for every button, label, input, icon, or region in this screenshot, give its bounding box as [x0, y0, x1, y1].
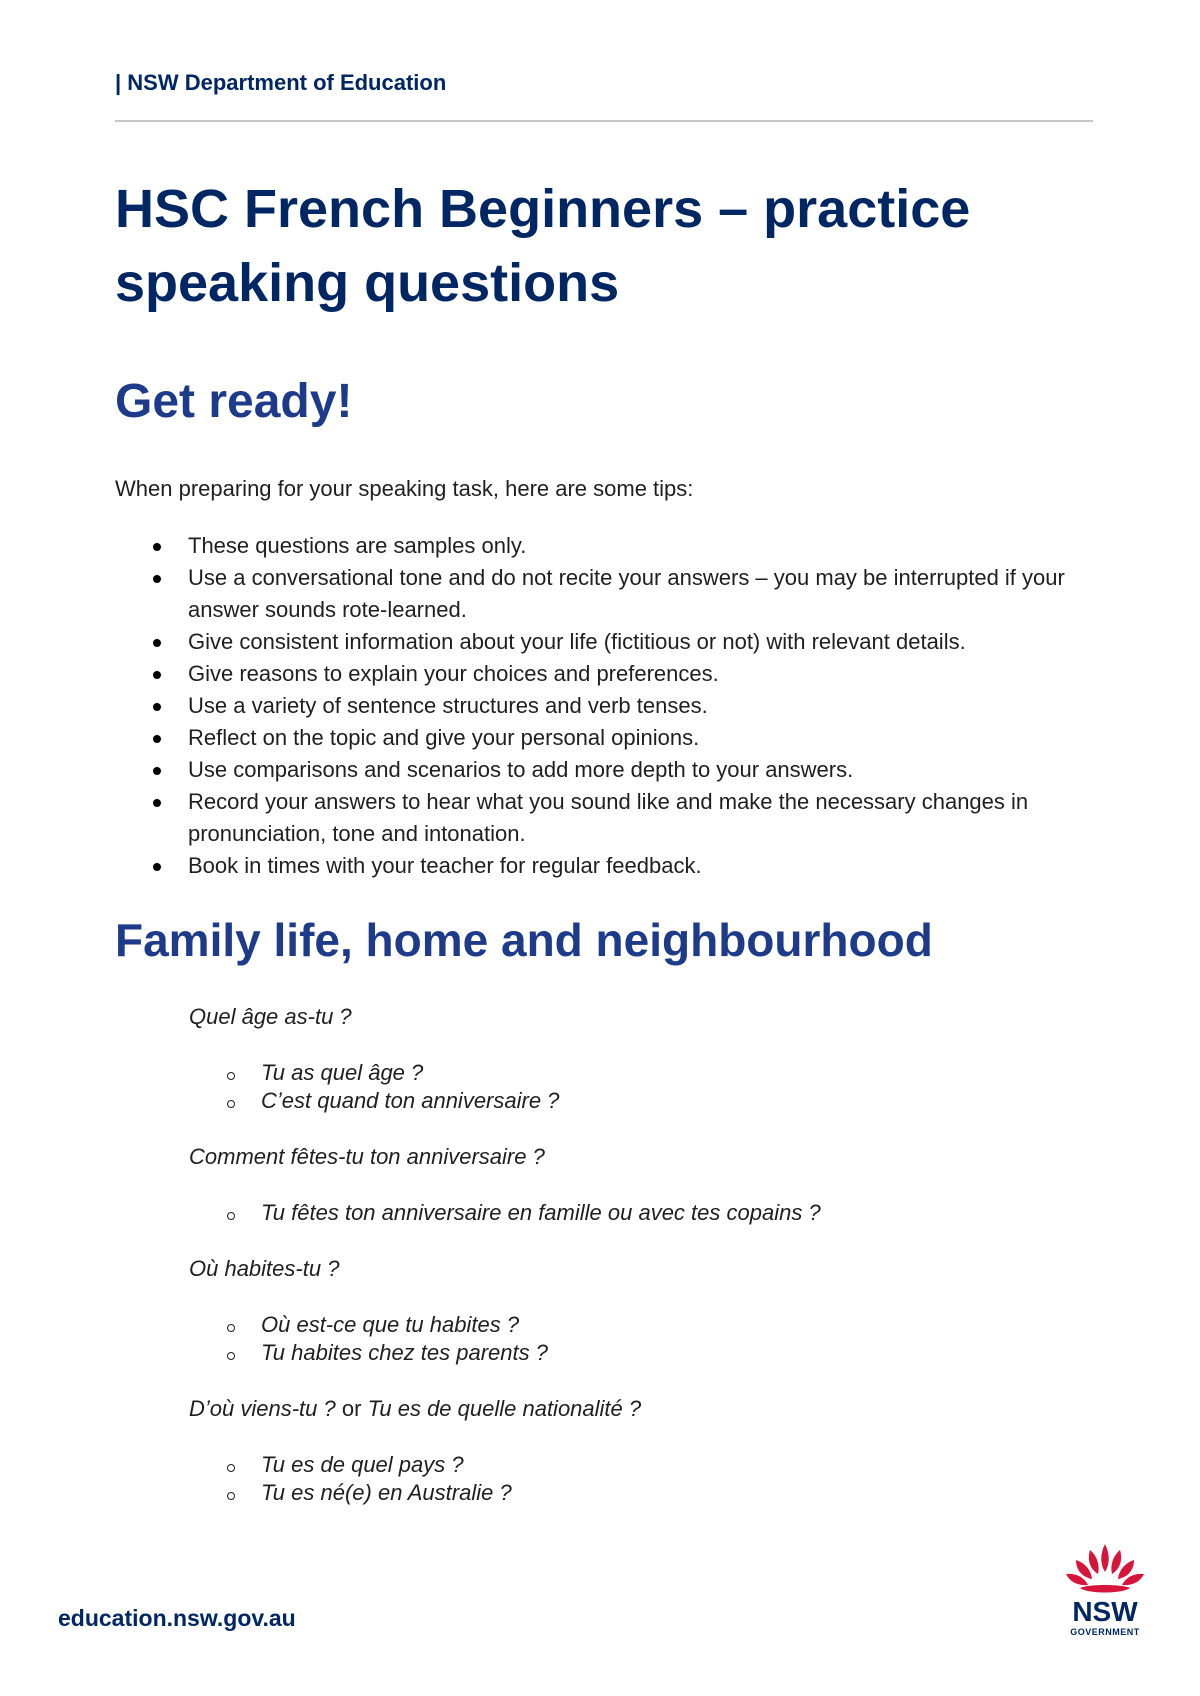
footer-website: education.nsw.gov.au [58, 1605, 296, 1631]
tip-text: Record your answers to hear what you sound like and make the necessary changes in pronunciation, tone and intonation. [188, 789, 1029, 846]
list-item [115, 530, 1105, 562]
list-item [115, 722, 1105, 754]
question: Quel âge as-tu ? [189, 1004, 352, 1029]
question-list [189, 1003, 1089, 1535]
bullet-icon [153, 703, 161, 711]
bullet-icon [153, 639, 161, 647]
list-item [115, 850, 1105, 882]
sub-question: Tu fêtes ton anniversaire en famille ou avec tes copains ? [261, 1200, 821, 1225]
list-item [115, 690, 1105, 722]
circle-bullet-icon [227, 1324, 235, 1332]
list-item [115, 658, 1105, 690]
question [189, 1395, 1089, 1423]
tips-list [115, 530, 1105, 882]
section-heading-family-life: Family life, home and neighbourhood [115, 914, 933, 966]
question-part: Tu es de quelle nationalité ? [367, 1396, 642, 1421]
list-item [189, 1059, 1089, 1087]
sub-question: Tu habites chez tes parents ? [261, 1340, 548, 1365]
circle-bullet-icon [227, 1100, 235, 1108]
logo-wordmark: NSW [1072, 1596, 1138, 1627]
sub-question-list [189, 1451, 1089, 1507]
department-header: | NSW Department of Education [115, 70, 447, 95]
list-item [189, 1451, 1089, 1479]
sub-question: Tu es né(e) en Australie ? [261, 1480, 512, 1505]
tip-text: These questions are samples only. [188, 533, 527, 558]
intro-text: When preparing for your speaking task, here are some tips: [115, 476, 694, 501]
section-heading-get-ready: Get ready! [115, 375, 353, 428]
header-divider [115, 120, 1093, 122]
bullet-icon [153, 863, 161, 871]
list-item [189, 1311, 1089, 1339]
bullet-icon [153, 575, 161, 583]
list-item [189, 1339, 1089, 1367]
tip-text: Use a variety of sentence structures and verb tenses. [188, 693, 708, 718]
list-item [189, 1199, 1089, 1227]
bullet-icon [153, 735, 161, 743]
bullet-icon [153, 671, 161, 679]
sub-question: Tu as quel âge ? [261, 1060, 424, 1085]
bullet-icon [153, 767, 161, 775]
bullet-icon [153, 799, 161, 807]
list-item [189, 1087, 1089, 1115]
tip-text: Reflect on the topic and give your personal opinions. [188, 725, 700, 750]
list-item [115, 626, 1105, 658]
list-item [189, 1479, 1089, 1507]
tip-text: Use a conversational tone and do not recite your answers – you may be interrupted if your answer sounds rote-learned. [188, 565, 1065, 622]
tip-text: Give consistent information about your life (fictitious or not) with relevant details. [188, 629, 966, 654]
tip-text: Book in times with your teacher for regular feedback. [188, 853, 702, 878]
question-part: D’où viens-tu ? [189, 1396, 336, 1421]
sub-question: Tu es de quel pays ? [261, 1452, 464, 1477]
sub-question: C’est quand ton anniversaire ? [261, 1088, 560, 1113]
question: Où habites-tu ? [189, 1256, 340, 1281]
logo-subtitle: GOVERNMENT [1070, 1627, 1140, 1637]
bullet-icon [153, 543, 161, 551]
list-item [115, 562, 1105, 626]
circle-bullet-icon [227, 1212, 235, 1220]
list-item [115, 786, 1105, 850]
sub-question-list [189, 1059, 1089, 1115]
tip-text: Give reasons to explain your choices and preferences. [188, 661, 719, 686]
question-connector: or [341, 1396, 362, 1421]
circle-bullet-icon [227, 1492, 235, 1500]
circle-bullet-icon [227, 1464, 235, 1472]
question: Comment fêtes-tu ton anniversaire ? [189, 1144, 545, 1169]
circle-bullet-icon [227, 1352, 235, 1360]
sub-question-list [189, 1199, 1089, 1227]
list-item [115, 754, 1105, 786]
circle-bullet-icon [227, 1072, 235, 1080]
sub-question-list [189, 1311, 1089, 1367]
sub-question: Où est-ce que tu habites ? [261, 1312, 520, 1337]
page-title: HSC French Beginners – practice speaking questions [115, 179, 971, 313]
tip-text: Use comparisons and scenarios to add more depth to your answers. [188, 757, 854, 782]
